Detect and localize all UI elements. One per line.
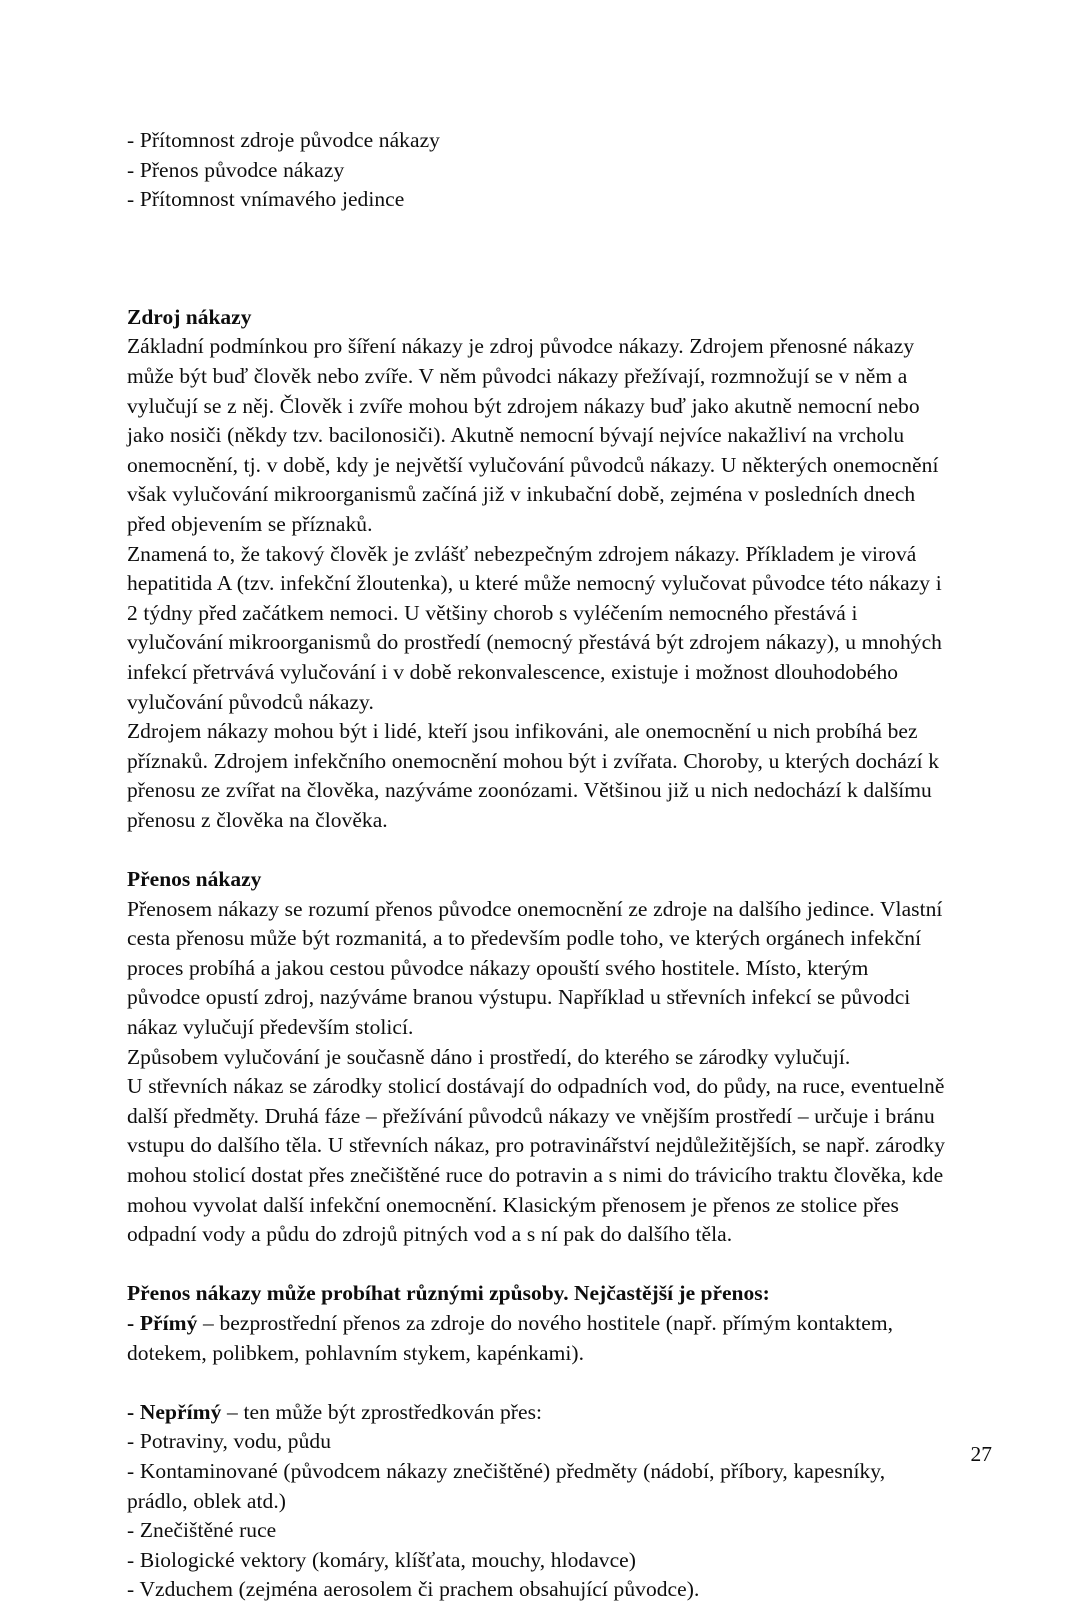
paragraph: U střevních nákaz se zárodky stolicí dostávají do odpadních vod, do půdy, na ruce, eventuelně další předměty. Druhá fáze – přežívání původců nákazy ve vnějším prostředí – určuje i bránu vstupu do dalšího těla. U střevních nákaz, pro potravinářství nejdůležitějších, se např. zárodky mohou stolicí dostat přes znečištěné ruce do potravin a s nimi do trávicího traktu člověka, kde mohou vyvolat další infekční onemocnění. Klasickým přenosem je přenos ze stolice přes odpadní vody a půdu do zdrojů pitných vod a s ní pak do dalšího těla.	[127, 1074, 945, 1247]
transmission-indirect-label: Nepřímý	[139, 1399, 222, 1424]
paragraph-gap	[127, 1368, 947, 1398]
transmission-direct-label: Přímý	[139, 1310, 198, 1335]
paragraph: Způsobem vylučování je současně dáno i prostředí, do kterého se zárodky vylučují.	[127, 1044, 851, 1069]
section-gap	[127, 1250, 947, 1280]
transmission-direct-text: – bezprostřední přenos za zdroje do nového hostitele (např. přímým kontaktem, dotekem, polibkem, pohlavním stykem, kapénkami).	[127, 1310, 894, 1365]
section-gap	[127, 835, 947, 865]
transmission-direct	[127, 1309, 947, 1368]
section-heading-prenos-nakazy: Přenos nákazy	[127, 867, 262, 892]
transmission-indirect-dash: -	[127, 1399, 140, 1424]
paragraph: Znamená to, že takový člověk je zvlášť nebezpečným zdrojem nákazy. Příkladem je virová hepatitida A (tzv. infekční žloutenka), u které může nemocný vylučovat původce této nákazy i 2 týdny před začátkem nemoci. U většiny chorob s vyléčením nemocného přestává i vylučování mikroorganismů do prostředí (nemocný přestává být zdrojem nákazy), u mnohých infekcí přetrvává vylučování i v době rekonvalescence, existuje i možnost dlouhodobého vylučování původců nákazy.	[127, 541, 942, 714]
list-item: - Znečištěné ruce	[127, 1518, 277, 1543]
section-gap	[127, 215, 947, 303]
list-item: - Vzduchem (zejména aerosolem či prachem obsahující původce).	[127, 1577, 700, 1602]
list-item: - Kontaminované (původcem nákazy znečištěné) předměty (nádobí, příbory, kapesníky, prádlo, oblek atd.)	[127, 1458, 886, 1513]
intro-bullet-list	[127, 126, 947, 215]
transmission-indirect	[127, 1398, 947, 1428]
paragraph: Základní podmínkou pro šíření nákazy je zdroj původce nákazy. Zdrojem přenosné nákazy může být buď člověk nebo zvíře. V něm původci nákazy přežívají, rozmnožují se v něm a vylučují se z něj. Člověk i zvíře mohou být zdrojem nákazy buď jako akutně nemocní nebo jako nosiči (někdy tzv. bacilonosiči). Akutně nemocní bývají nejvíce nakažliví na vrcholu onemocnění, tj. v době, kdy je největší vylučování původců nákazy. U některých onemocnění však vylučování mikroorganismů začíná již v inkubační době, zejména v posledních dnech před objevením se příznaků.	[127, 334, 939, 536]
section-heading-zpusoby-prenosu: Přenos nákazy může probíhat různými způsoby. Nejčastější je přenos:	[127, 1281, 770, 1306]
paragraph: Přenosem nákazy se rozumí přenos původce onemocnění ze zdroje na dalšího jedince. Vlastní cesta přenosu může být rozmanitá, a to především podle toho, ve kterých orgánech infekční proces probíhá a jakou cestou původce nákazy opouští svého hostitele. Místo, kterým původce opustí zdroj, nazýváme branou výstupu. Například u střevních infekcí se původci nákaz vylučují především stolicí.	[127, 896, 943, 1040]
list-item: - Přítomnost zdroje původce nákazy	[127, 128, 440, 152]
section-heading-zdroj-nakazy: Zdroj nákazy	[127, 304, 252, 329]
list-item: - Potraviny, vodu, půdu	[127, 1429, 331, 1454]
page-number: 27	[970, 1441, 992, 1466]
paragraph: Zdrojem nákazy mohou být i lidé, kteří jsou infikováni, ale onemocnění u nich probíhá bez příznaků. Zdrojem infekčního onemocnění mohou být i zvířata. Choroby, u kterých dochází k přenosu ze zvířat na člověka, nazýváme zoonózami. Většinou již u nich nedochází k dalšímu přenosu z člověka na člověka.	[127, 719, 940, 832]
page-content	[127, 126, 947, 1605]
list-item: - Přenos původce nákazy	[127, 157, 345, 182]
transmission-direct-dash: -	[127, 1310, 140, 1335]
list-item: - Biologické vektory (komáry, klíšťata, mouchy, hlodavce)	[127, 1547, 636, 1572]
transmission-indirect-text: – ten může být zprostředkován přes:	[221, 1399, 543, 1424]
list-item: - Přítomnost vnímavého jedince	[127, 187, 405, 212]
